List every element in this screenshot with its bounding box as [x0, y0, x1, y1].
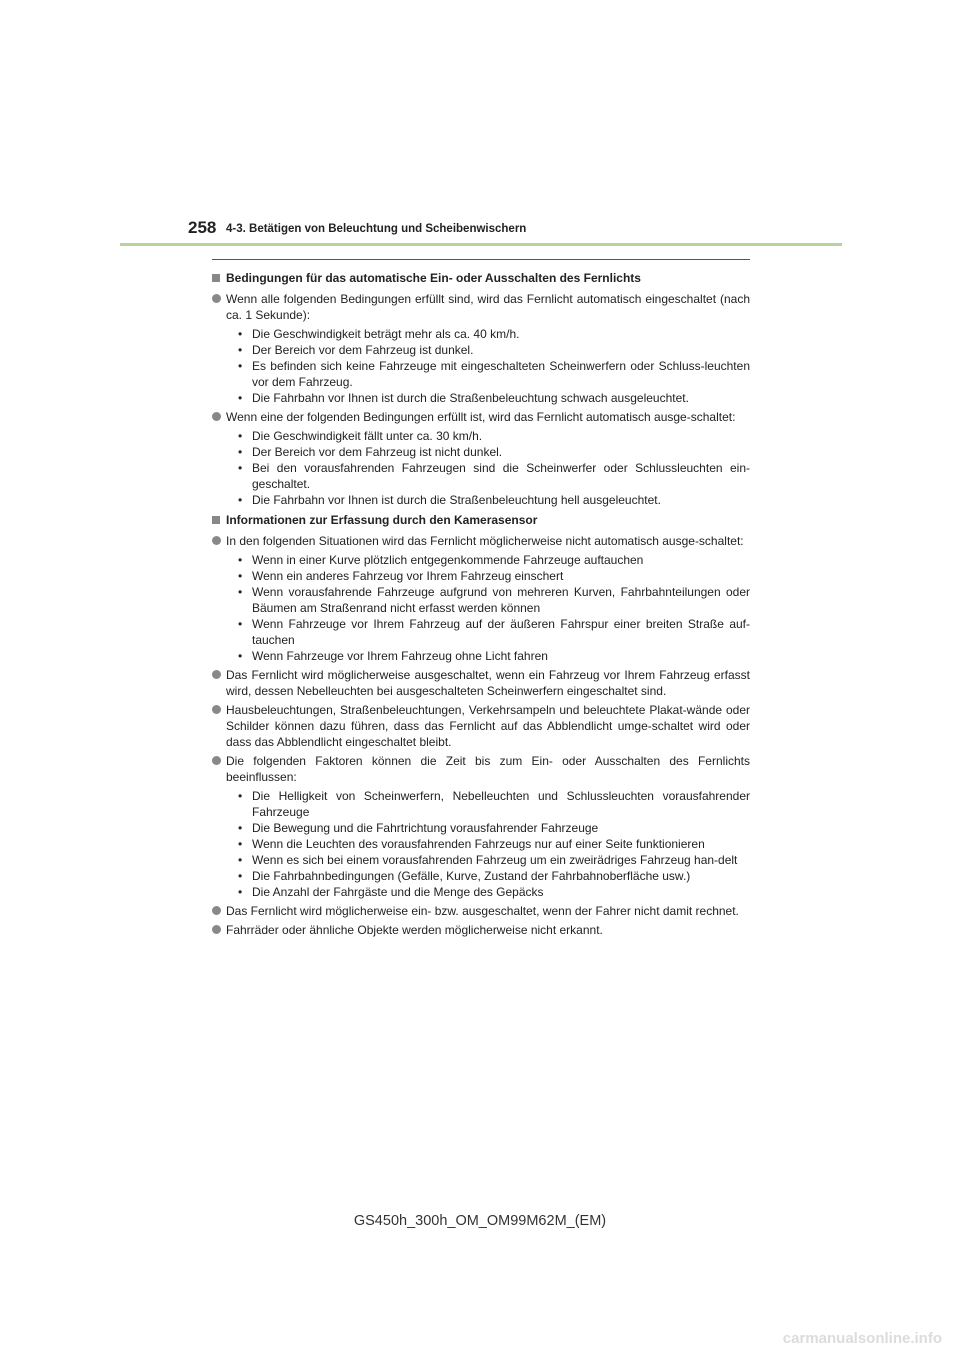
list-item: • Die Fahrbahn vor Ihnen ist durch die Straßenbeleuchtung hell ausgeleuchtet.: [238, 492, 750, 508]
paragraph: [212, 409, 750, 425]
list-item: • Wenn es sich bei einem vorausfahrenden Fahrzeug um ein zweirädriges Fahrzeug han-delt: [238, 852, 750, 868]
paragraph: [212, 667, 750, 699]
paragraph-text: Hausbeleuchtungen, Straßenbeleuchtungen, Verkehrsampeln und beleuchtete Plakat-wände oder Schilder können dazu führen, dass das Fernlicht auf das Abblendlicht umge-schaltet wird oder dass das Abblendlicht eingeschaltet bleibt.: [226, 703, 750, 749]
bullet-list: [212, 552, 750, 664]
list-item: • Die Geschwindigkeit beträgt mehr als ca. 40 km/h.: [238, 326, 750, 342]
list-item: • Die Bewegung und die Fahrtrichtung vorausfahrender Fahrzeuge: [238, 820, 750, 836]
circle-bullet-icon: [212, 412, 221, 421]
circle-bullet-icon: [212, 670, 221, 679]
list-item: • Die Anzahl der Fahrgäste und die Menge des Gepäcks: [238, 884, 750, 900]
circle-bullet-icon: [212, 294, 221, 303]
paragraph: [212, 702, 750, 750]
paragraph: [212, 922, 750, 938]
section-heading-text: Bedingungen für das automatische Ein- oder Ausschalten des Fernlichts: [226, 271, 641, 285]
section-heading: [212, 512, 750, 528]
square-bullet-icon: [212, 274, 220, 282]
paragraph: [212, 291, 750, 323]
circle-bullet-icon: [212, 756, 221, 765]
paragraph: [212, 753, 750, 785]
circle-bullet-icon: [212, 925, 221, 934]
list-item: • Der Bereich vor dem Fahrzeug ist nicht dunkel.: [238, 444, 750, 460]
circle-bullet-icon: [212, 906, 221, 915]
paragraph-text: Das Fernlicht wird möglicherweise ausgeschaltet, wenn ein Fahrzeug vor Ihrem Fahrzeug erfasst wird, dessen Nebelleuchten bei ausgeschalteten Scheinwerfern eingeschaltet sind.: [226, 668, 750, 698]
bullet-list: [212, 428, 750, 508]
section-title: 4-3. Betätigen von Beleuchtung und Scheibenwischern: [226, 223, 527, 235]
list-item: • Wenn ein anderes Fahrzeug vor Ihrem Fahrzeug einschert: [238, 568, 750, 584]
list-item: • Wenn vorausfahrende Fahrzeuge aufgrund von mehreren Kurven, Fahrbahnteilungen oder Bäumen am Straßenrand nicht erfasst werden können: [238, 584, 750, 616]
list-item: • Die Fahrbahn vor Ihnen ist durch die Straßenbeleuchtung schwach ausgeleuchtet.: [238, 390, 750, 406]
paragraph-text: Wenn alle folgenden Bedingungen erfüllt sind, wird das Fernlicht automatisch eingeschaltet (nach ca. 1 Sekunde):: [226, 292, 750, 322]
bullet-list: [212, 788, 750, 900]
section-heading-text: Informationen zur Erfassung durch den Kamerasensor: [226, 513, 538, 527]
section-heading: [212, 270, 750, 286]
list-item: • Wenn in einer Kurve plötzlich entgegenkommende Fahrzeuge auftauchen: [238, 552, 750, 568]
list-item: • Bei den vorausfahrenden Fahrzeugen sind die Scheinwerfer oder Schlussleuchten ein-geschaltet.: [238, 460, 750, 492]
paragraph: [212, 533, 750, 549]
list-item: • Wenn die Leuchten des vorausfahrenden Fahrzeugs nur auf einer Seite funktionieren: [238, 836, 750, 852]
list-item: • Die Geschwindigkeit fällt unter ca. 30 km/h.: [238, 428, 750, 444]
bullet-list: [212, 326, 750, 406]
list-item: • Wenn Fahrzeuge vor Ihrem Fahrzeug ohne Licht fahren: [238, 648, 750, 664]
page-number: 258: [188, 218, 217, 237]
page-content: [212, 270, 750, 941]
list-item: • Die Fahrbahnbedingungen (Gefälle, Kurve, Zustand der Fahrbahnoberfläche usw.): [238, 868, 750, 884]
list-item: • Wenn Fahrzeuge vor Ihrem Fahrzeug auf der äußeren Fahrspur einer breiten Straße auf-tauchen: [238, 616, 750, 648]
square-bullet-icon: [212, 516, 220, 524]
list-item: • Der Bereich vor dem Fahrzeug ist dunkel.: [238, 342, 750, 358]
paragraph-text: In den folgenden Situationen wird das Fernlicht möglicherweise nicht automatisch ausge-schaltet:: [226, 534, 744, 548]
list-item: • Die Helligkeit von Scheinwerfern, Nebelleuchten und Schlussleuchten vorausfahrender Fahrzeuge: [238, 788, 750, 820]
watermark-logo: carmanualsonline.info: [782, 1330, 942, 1347]
paragraph: [212, 903, 750, 919]
circle-bullet-icon: [212, 705, 221, 714]
content-rule: [212, 259, 750, 260]
header-rule: [120, 243, 842, 246]
paragraph-text: Die folgenden Faktoren können die Zeit bis zum Ein- oder Ausschalten des Fernlichts beeinflussen:: [226, 754, 750, 784]
circle-bullet-icon: [212, 536, 221, 545]
paragraph-text: Das Fernlicht wird möglicherweise ein- bzw. ausgeschaltet, wenn der Fahrer nicht damit rechnet.: [226, 904, 739, 918]
paragraph-text: Fahrräder oder ähnliche Objekte werden möglicherweise nicht erkannt.: [226, 923, 603, 937]
paragraph-text: Wenn eine der folgenden Bedingungen erfüllt ist, wird das Fernlicht automatisch ausge-schaltet:: [226, 410, 736, 424]
list-item: • Es befinden sich keine Fahrzeuge mit eingeschalteten Scheinwerfern oder Schluss-leuchten vor dem Fahrzeug.: [238, 358, 750, 390]
footer-document-code: GS450h_300h_OM_OM99M62M_(EM): [353, 1213, 607, 1229]
